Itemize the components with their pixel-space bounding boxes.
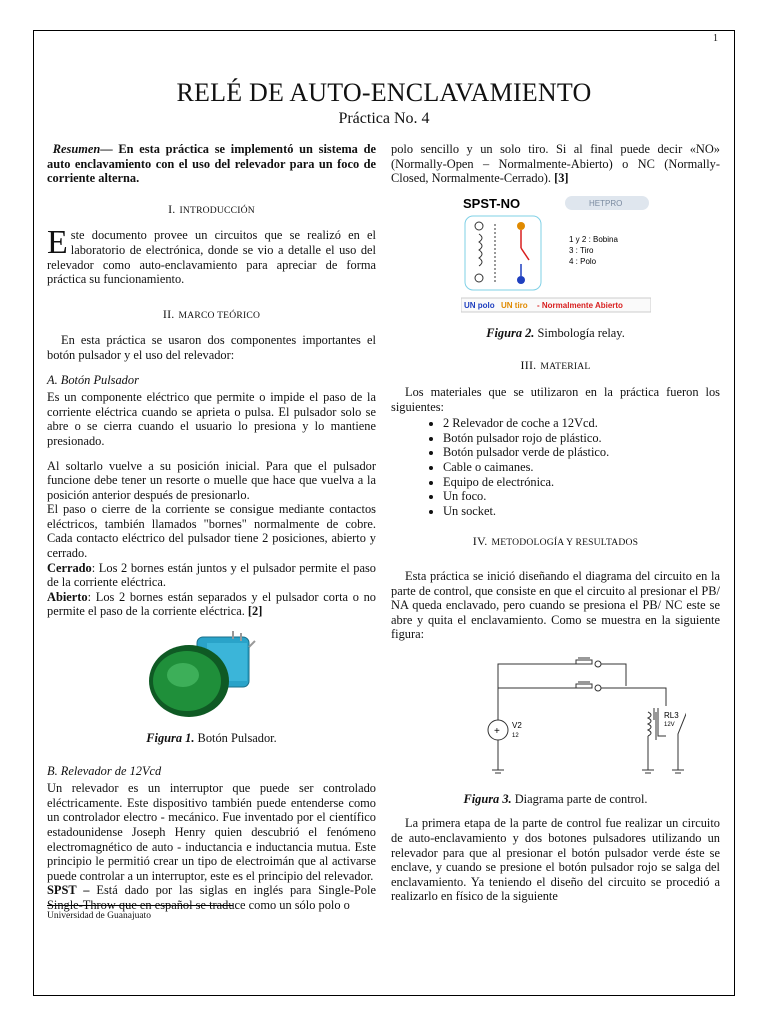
citation-ref: [2]: [247, 604, 263, 619]
abstract: [47, 142, 376, 186]
hetpro-logo: HETPRO: [588, 198, 622, 208]
list-item: • Cable o caimanes.: [443, 460, 720, 475]
cerrado-label: Cerrado: [47, 560, 92, 575]
subsection-boton: A. Botón Pulsador: [47, 372, 139, 387]
spst-text: Está dado por las siglas en inglés para Single-Pole Single-Throw que en español se traduce como un sólo polo o: [47, 883, 376, 912]
abstract-dash: —: [100, 142, 113, 156]
section-heading-metodo: [391, 534, 720, 551]
list-item: • Botón pulsador rojo de plástico.: [443, 431, 720, 446]
abstract-text: En esta práctica se implementó un sistema de auto enclavamiento con el uso del relevador para un foco de corriente alterna.: [47, 142, 376, 186]
boton-p2: Al soltarlo vuelve a su posición inicial. Para que el pulsador funcione debe tener un resorte o muelle que hace que vuelva a la posición anterior después de presionarlo.: [47, 458, 376, 502]
figure-label: Figura 2.: [486, 325, 535, 340]
abierto-label: Abierto: [47, 589, 88, 604]
marco-intro: En esta práctica se usaron dos componentes importantes el botón pulsador y el uso del relevador:: [47, 333, 376, 362]
section-heading-marco: [47, 307, 376, 324]
spst-continuation: [391, 142, 720, 186]
section-number: I.: [168, 201, 176, 216]
section-title: METODOLOGÍA Y RESULTADOS: [491, 537, 639, 549]
list-item: • Equipo de electrónica.: [443, 475, 720, 490]
cerrado-text: : Los 2 bornes están juntos y el pulsador permite el paso de la corriente eléctrica.: [47, 560, 376, 590]
section-title: INTRODUCCIÓN: [179, 204, 255, 216]
relay-symbol-figure: [461, 194, 651, 320]
paper-title: RELÉ DE AUTO-ENCLAVAMIENTO: [176, 78, 592, 107]
section-number: IV.: [472, 534, 488, 549]
section-title: MATERIAL: [540, 361, 591, 373]
intro-text: ste documento provee un circuitos que se realizó en el laboratorio de electrónica, donde se vio a detalle el uso del relevador como auto-enclavamiento para apreciar de forma práctica su funcionamiento.: [47, 228, 376, 287]
list-item: • Botón pulsador verde de plástico.: [443, 445, 720, 460]
section-heading-intro: [47, 202, 376, 219]
section-heading-material: [391, 358, 720, 375]
section-number: III.: [520, 358, 537, 373]
boton-p1: Es un componente eléctrico que permite o impide el paso de la corriente eléctrica cuando se aprieta o pulsa. El pulsador solo se abre o se cierra cuando el usuario lo presiona y lo mantiene presionado.: [47, 390, 376, 448]
section-title: MARCO TEÓRICO: [178, 309, 261, 321]
source-label: V2: [511, 720, 522, 730]
subsection-relevador: B. Relevador de 12Vcd: [47, 763, 162, 778]
footnote: Universidad de Guanajuato: [47, 911, 151, 921]
material-list: [391, 416, 720, 518]
citation-ref: [3]: [554, 171, 569, 186]
svg-text:+: +: [493, 725, 500, 737]
page-number: 1: [713, 33, 718, 44]
control-circuit-diagram: [426, 656, 686, 780]
relay-value: 12V: [663, 721, 675, 728]
boton-cerrado: [47, 561, 376, 590]
spst-label: SPST –: [47, 883, 90, 898]
list-item: • 2 Relevador de coche a 12Vcd.: [443, 416, 720, 431]
list-item: • Un socket.: [443, 504, 720, 519]
abierto-text: : Los 2 bornes están separados y el pulsador corta o no permite el paso de la corriente eléctrica.: [47, 589, 376, 619]
figure-3-caption: [391, 792, 720, 807]
footnote-rule: [47, 905, 233, 906]
drop-cap: E: [47, 224, 68, 262]
figure-label: Figura 3.: [463, 791, 512, 806]
figure-caption-text: Simbología relay.: [534, 325, 625, 340]
figure-caption-text: Botón Pulsador.: [194, 731, 277, 746]
figure-caption-text: Diagrama parte de control.: [511, 791, 648, 806]
tag-un-tiro: UN tiro: [500, 300, 528, 310]
diagram-title: SPST-NO: [462, 195, 520, 211]
relevador-p1: Un relevador es un interruptor que puede ser controlado eléctricamente. Este dispositivo también puede entenderse como un controlador electro - mecánico. Fue inventado por el científico estadounidense Joseph Henry quien descubrió el fenómeno electromagnético de auto - inductancia e inductancia mutua. Este principio le permitió crear un tipo de electroimán que al activarse puede controlar a un interruptor, este es el principio del relevador.: [47, 781, 376, 883]
tag-normalmente-abierto: - Normalmente Abierto: [536, 300, 623, 310]
tag-un-polo: UN polo: [463, 300, 495, 310]
spst-continuation-text: polo sencillo y un solo tiro. Si al final puede decir «NO» (Normally-Open – Normalmente-Abierto) o NC (Normally-Closed, Normalmente-Cerrado).: [391, 142, 720, 186]
material-intro: Los materiales que se utilizaron en la práctica fueron los siguientes:: [391, 384, 720, 414]
right-column: [391, 142, 720, 904]
figure-label: Figura 1.: [146, 731, 195, 746]
figure-2-caption: [391, 326, 720, 341]
intro-paragraph: [47, 224, 376, 287]
paper-subtitle: Práctica No. 4: [338, 110, 430, 127]
abstract-label: Resumen: [52, 142, 101, 156]
boton-p3: El paso o cierre de la corriente se consigue mediante contactos eléctricos, también llamados "bornes" normalmente de cobre. Cada contacto eléctrico del pulsador tiene 2 posiciones, abierto y cerrado.: [47, 502, 376, 561]
figure-1-caption: [47, 731, 376, 746]
source-value: 12: [511, 732, 519, 739]
relay-label: RL3: [663, 710, 679, 720]
boton-abierto: [47, 590, 376, 619]
metodo-p2: La primera etapa de la parte de control fue realizar un circuito de auto-enclavamiento y dos botones pulsadores utilizando un relevador para que al presionar el botón pulsador verde éste se enclave, y cuando se presione el botón pulsador rojo se salga del enclavamiento. Ya teniendo el diseño del circuito se procedió a realizarlo en físico de la siguiente: [391, 816, 720, 904]
legend-coil: 1 y 2 : Bobina: [568, 234, 618, 244]
legend-pole: 4 : Polo: [568, 256, 596, 266]
section-number: II.: [162, 306, 175, 321]
list-item: • Un foco.: [443, 489, 720, 504]
push-button-photo: [137, 629, 287, 725]
metodo-p1: Esta práctica se inició diseñando el diagrama del circuito en la parte de control, que consiste en que el circuito al presionar el PB/ NA queda enclavado, pero cuando se presiona el PB/ NC este se abre y quita el enclavamiento. Como se muestra en la siguiente figura:: [391, 568, 720, 642]
spst-paragraph: [47, 883, 376, 912]
legend-throw: 3 : Tiro: [568, 245, 593, 255]
left-column: [47, 142, 376, 913]
